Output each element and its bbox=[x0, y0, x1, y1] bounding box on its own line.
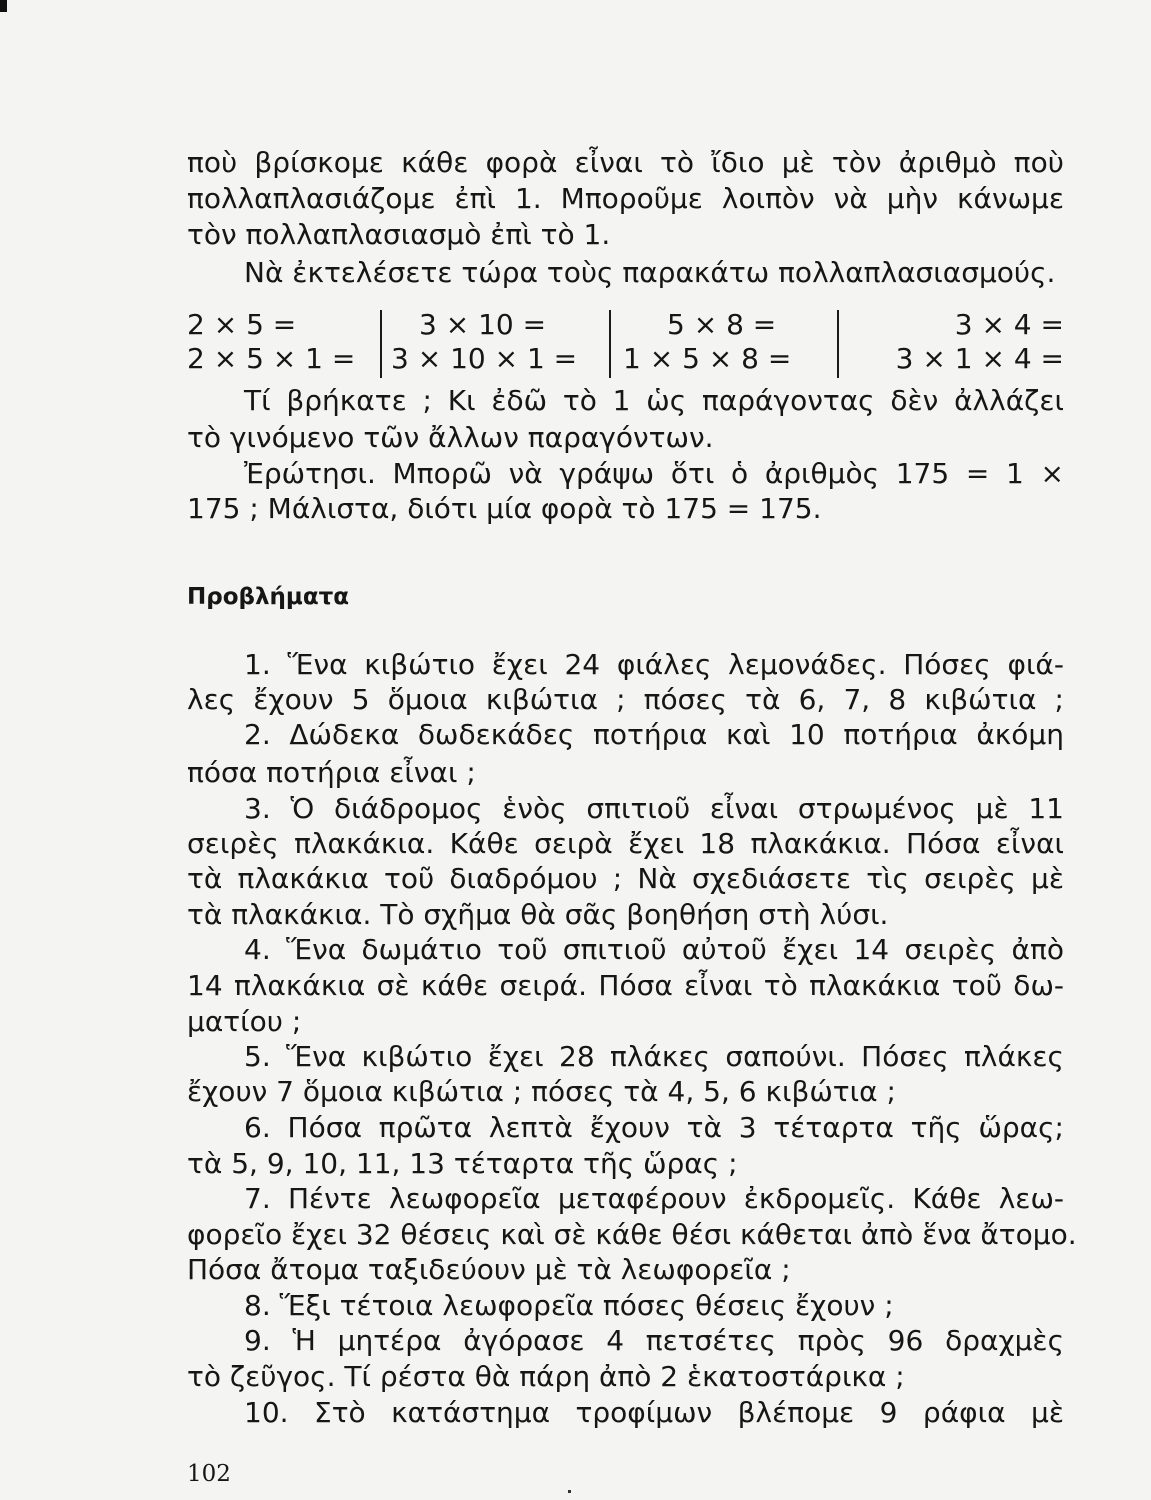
exercise-cell bbox=[187, 308, 377, 378]
exercise-cell bbox=[391, 308, 601, 378]
problem-line: ἔχουν 7 ὅμοια κιβώτια ; πόσες τὰ 4, 5, 6 κιβώτια ; bbox=[187, 1075, 896, 1108]
problem-line: λες ἔχουν 5 ὅμοια κιβώτια ; πόσες τὰ 6, 7, 8 κιβώτια ; bbox=[187, 683, 1064, 716]
section-heading: Προβλήματα bbox=[187, 584, 350, 610]
problem-line: πόσα ποτήρια εἶναι ; bbox=[187, 756, 476, 789]
text-line: τὸ γινόμενο τῶν ἄλλων παραγόντων. bbox=[187, 421, 714, 454]
problem-line: 5. Ἕνα κιβώτιο ἔχει 28 πλάκες σαπούνι. Πόσες πλάκες bbox=[244, 1040, 1064, 1073]
exercise-bottom: 2 × 5 × 1 = bbox=[187, 342, 356, 375]
column-divider bbox=[837, 310, 839, 378]
text-line: Νὰ ἐκτελέσετε τώρα τοὺς παρακάτω πολλαπλασιασμούς. bbox=[244, 256, 1056, 289]
exercise-top: 5 × 8 = bbox=[667, 308, 777, 341]
problem-line: τὰ 5, 9, 10, 11, 13 τέταρτα τῆς ὥρας ; bbox=[187, 1147, 738, 1180]
scan-speck bbox=[568, 1490, 571, 1493]
problem-line: ματίου ; bbox=[187, 1005, 302, 1038]
problem-line: 1. Ἕνα κιβώτιο ἔχει 24 φιάλες λεμονάδες. Πόσες φιά- bbox=[244, 648, 1064, 681]
problem-line: Πόσα ἄτομα ταξιδεύουν μὲ τὰ λεωφορεῖα ; bbox=[187, 1253, 791, 1286]
problem-line: 10. Στὸ κατάστημα τροφίμων βλέπομε 9 ράφια μὲ bbox=[244, 1396, 1064, 1429]
exercise-cell bbox=[857, 308, 1064, 378]
problem-line: 14 πλακάκια σὲ κάθε σειρά. Πόσα εἶναι τὸ πλακάκια τοῦ δω- bbox=[187, 969, 1064, 1002]
multiplication-table bbox=[187, 308, 1064, 378]
exercise-bottom: 3 × 10 × 1 = bbox=[391, 342, 578, 375]
problem-line: 6. Πόσα πρῶτα λεπτὰ ἔχουν τὰ 3 τέταρτα τῆς ὥρας; bbox=[244, 1111, 1064, 1144]
text-line: 175 ; Μάλιστα, διότι μία φορὰ τὸ 175 = 175. bbox=[187, 492, 822, 525]
exercise-bottom: 1 × 5 × 8 = bbox=[623, 342, 792, 375]
problem-line: τὰ πλακάκια τοῦ διαδρόμου ; Νὰ σχεδιάσετε τὶς σειρὲς μὲ bbox=[187, 862, 1064, 895]
problem-line: 4. Ἕνα δωμάτιο τοῦ σπιτιοῦ αὐτοῦ ἔχει 14 σειρὲς ἀπὸ bbox=[244, 933, 1064, 966]
problem-line: 9. Ἡ μητέρα ἀγόρασε 4 πετσέτες πρὸς 96 δραχμὲς bbox=[244, 1324, 1064, 1357]
exercise-bottom: 3 × 1 × 4 = bbox=[895, 342, 1064, 375]
column-divider bbox=[380, 310, 382, 378]
problem-line: 8. Ἕξι τέτοια λεωφορεῖα πόσες θέσεις ἔχουν ; bbox=[244, 1289, 894, 1322]
exercise-top: 3 × 4 = bbox=[954, 308, 1064, 341]
column-divider bbox=[609, 310, 611, 378]
text-line: τὸν πολλαπλασιασμὸ ἐπὶ τὸ 1. bbox=[187, 218, 611, 251]
text-line: ποὺ βρίσκομε κάθε φορὰ εἶναι τὸ ἴδιο μὲ τὸν ἀριθμὸ ποὺ bbox=[187, 146, 1064, 179]
exercise-top: 3 × 10 = bbox=[419, 308, 547, 341]
problem-line: τὸ ζεῦγος. Τί ρέστα θὰ πάρη ἀπὸ 2 ἑκατοστάρικα ; bbox=[187, 1360, 905, 1393]
problem-line: 3. Ὁ διάδρομος ἑνὸς σπιτιοῦ εἶναι στρωμένος μὲ 11 bbox=[244, 792, 1064, 825]
problem-line: τὰ πλακάκια. Τὸ σχῆμα θὰ σᾶς βοηθήση στὴ λύσι. bbox=[187, 898, 889, 931]
problem-line: 7. Πέντε λεωφορεῖα μεταφέρουν ἐκδρομεῖς. Κάθε λεω- bbox=[244, 1182, 1064, 1215]
problem-line: φορεῖο ἔχει 32 θέσεις καὶ σὲ κάθε θέσι κάθεται ἀπὸ ἕνα ἄτομο. bbox=[187, 1218, 1077, 1251]
text-line: Τί βρήκατε ; Κι ἐδῶ τὸ 1 ὡς παράγοντας δὲν ἀλλάζει bbox=[244, 384, 1064, 417]
exercise-cell bbox=[623, 308, 829, 378]
text-line: πολλαπλασιάζομε ἐπὶ 1. Μποροῦμε λοιπὸν νὰ μὴν κάνωμε bbox=[187, 182, 1064, 215]
page-number: 102 bbox=[187, 1461, 231, 1487]
scan-corner-mark bbox=[0, 0, 7, 12]
text-line: Ἐρώτησι. Μπορῶ νὰ γράψω ὅτι ὁ ἀριθμὸς 175 = 1 × bbox=[244, 457, 1064, 490]
exercise-top: 2 × 5 = bbox=[187, 308, 297, 341]
problem-line: 2. Δώδεκα δωδεκάδες ποτήρια καὶ 10 ποτήρια ἀκόμη bbox=[244, 718, 1064, 751]
problem-line: σειρὲς πλακάκια. Κάθε σειρὰ ἔχει 18 πλακάκια. Πόσα εἶναι bbox=[187, 827, 1064, 860]
